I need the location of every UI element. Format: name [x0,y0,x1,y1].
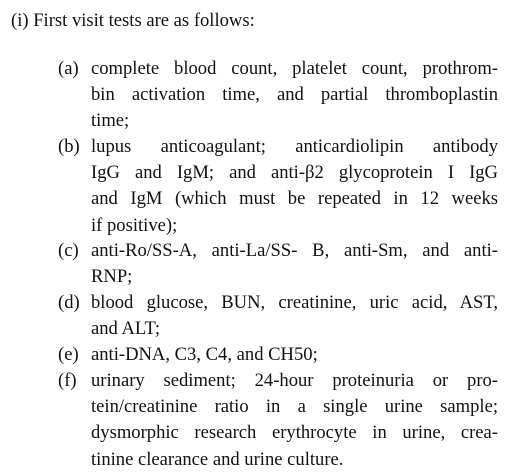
item-line: if positive); [91,214,178,236]
item-line: lupus anticoagulant; anticardiolipin antibody [91,136,498,157]
item-line: bin activation time, and partial thromboplastin [91,84,498,106]
item-label: (a) [58,58,79,79]
item-line: IgG and IgM; and anti-β2 glycoprotein I IgG [91,162,498,184]
item-line: tein/creatinine ratio in a single urine sample; [91,396,498,418]
item-line: RNP; [91,266,133,288]
item-line: anti-Ro/SS-A, anti-La/SS- B, anti-Sm, and anti- [91,240,498,261]
item-label: (f) [58,370,77,391]
list-item-c [58,238,498,290]
item-label: (b) [58,136,80,157]
item-line: dysmorphic research erythrocyte in urine, crea- [91,422,498,444]
item-label: (c) [58,240,79,261]
item-line: and ALT; [91,318,161,340]
item-line: time; [91,110,130,132]
section-heading: (i) First visit tests are as follows: [11,10,255,31]
item-line: complete blood count, platelet count, prothrom- [91,58,498,79]
list-item-b [58,134,498,239]
list-item-e [58,342,498,368]
list-item-d [58,290,498,342]
item-line: tinine clearance and urine culture. [91,448,344,470]
item-line: and IgM (which must be repeated in 12 weeks [91,188,498,210]
item-line: anti-DNA, C3, C4, and CH50; [91,344,318,365]
item-label: (e) [58,344,79,365]
list-item-f [58,368,498,473]
item-line: blood glucose, BUN, creatinine, uric acid, AST, [91,292,498,313]
item-label: (d) [58,292,80,313]
list-item-a [58,56,498,135]
item-line: urinary sediment; 24-hour proteinuria or pro- [91,370,498,391]
